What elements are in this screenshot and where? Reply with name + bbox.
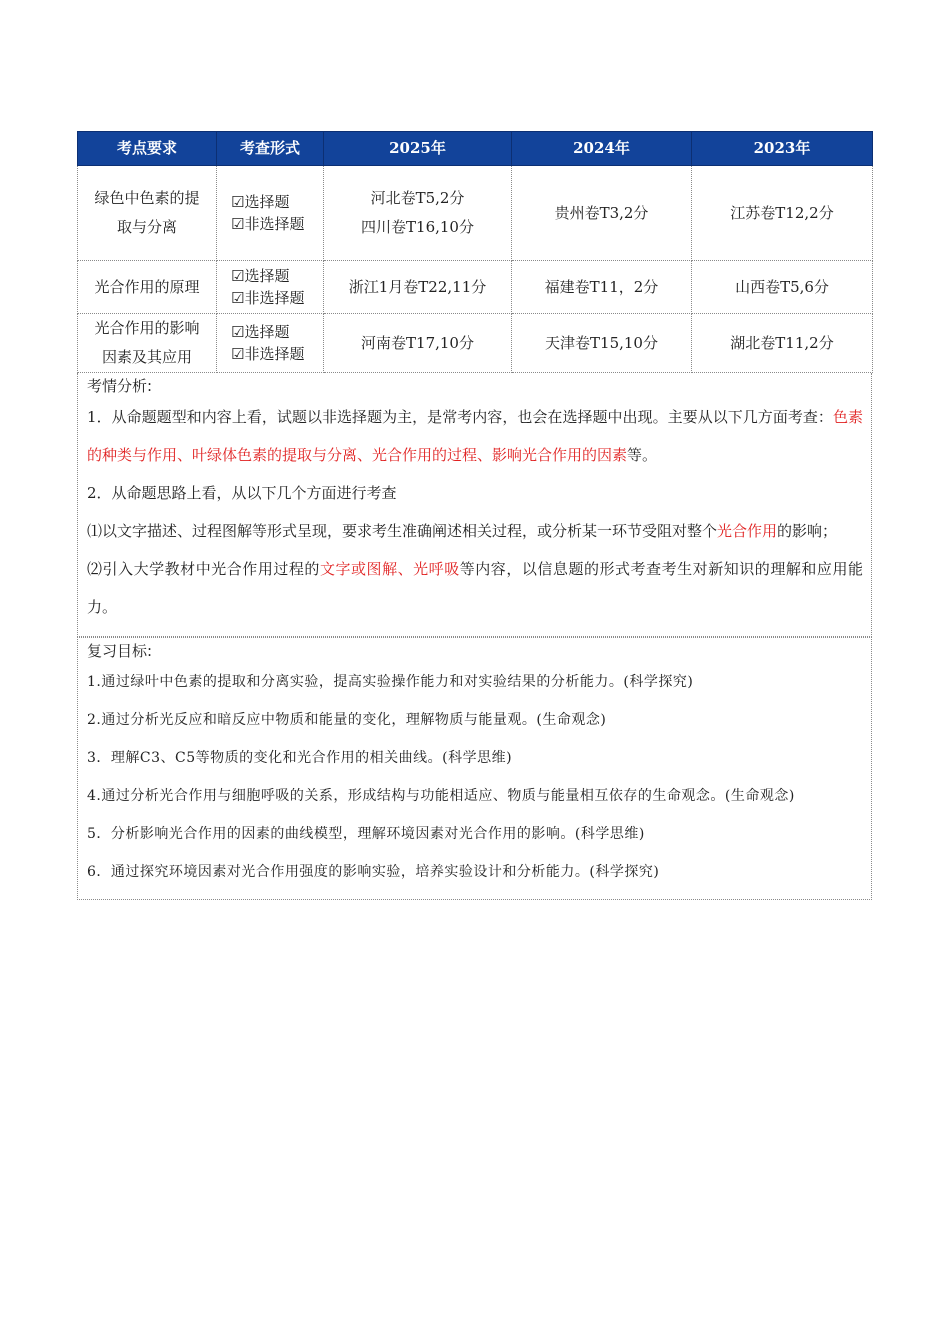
year-2024-cell: 天津卷T15,10分 [512,314,692,373]
checked-box-icon: ☑ [231,193,245,211]
table-header-row [78,132,873,166]
topic-cell: 光合作用的原理 [78,261,217,314]
goal-item: 1.通过绿叶中色素的提取和分离实验，提高实验操作能力和对实验结果的分析能力。(科学探究) [87,674,694,690]
highlight-text: 光合作用 [717,522,778,540]
header-requirement: 考点要求 [78,132,217,166]
year-2023-cell: 江苏卷T12,2分 [692,166,873,261]
highlight-text: 文字或图解、光呼吸 [319,560,460,578]
header-form: 考查形式 [217,132,324,166]
goal-item: 5．分析影响光合作用的因素的曲线模型，理解环境因素对光合作用的影响。(科学思维) [87,826,645,842]
header-2025: 2025年 [324,132,512,166]
header-2024: 2024年 [512,132,692,166]
checkbox-item: ☑选择题 [231,193,290,211]
analysis-paragraph: ⑵引入大学教材中光合作用过程的文字或图解、光呼吸等内容，以信息题的形式考查考生对新知识的理解和应用能力。 [87,560,863,616]
year-2025-cell: 河北卷T5,2分 四川卷T16,10分 [324,166,512,261]
goal-item: 3．理解C3、C5等物质的变化和光合作用的相关曲线。(科学思维) [87,750,513,766]
goal-item: 6．通过探究环境因素对光合作用强度的影响实验，培养实验设计和分析能力。(科学探究) [87,864,660,880]
year-2025-cell: 河南卷T17,10分 [324,314,512,373]
analysis-section [77,373,872,637]
checkbox-item: ☑非选择题 [231,215,305,233]
year-2023-cell: 湖北卷T11,2分 [692,314,873,373]
exam-points-table [77,131,873,373]
year-2024-cell: 贵州卷T3,2分 [512,166,692,261]
checkbox-item: ☑非选择题 [231,345,305,363]
table-row [78,166,873,261]
year-2023-cell: 山西卷T5,6分 [692,261,873,314]
checkbox-item: ☑选择题 [231,267,290,285]
exam-overview-sheet [77,131,872,900]
year-2024-cell: 福建卷T11，2分 [512,261,692,314]
highlight-text: 色素的种类与作用、叶绿体色素的提取与分离、光合作用的过程、影响光合作用的因素 [87,408,863,464]
table-row [78,314,873,373]
goals-section [77,637,872,900]
analysis-paragraph: 2．从命题思路上看，从以下几个方面进行考查 [87,484,397,502]
goal-item: 2.通过分析光反应和暗反应中物质和能量的变化，理解物质与能量观。(生命观念) [87,712,607,728]
form-cell [217,261,324,314]
table-row [78,261,873,314]
checked-box-icon: ☑ [231,323,245,341]
checked-box-icon: ☑ [231,267,245,285]
goals-title: 复习目标: [87,642,153,660]
analysis-paragraph: ⑴以文字描述、过程图解等形式呈现，要求考生准确阐述相关过程，或分析某一环节受阻对整个光合作用的影响； [87,522,838,540]
form-cell [217,314,324,373]
goal-item: 4.通过分析光合作用与细胞呼吸的关系，形成结构与功能相适应、物质与能量相互依存的生命观念。(生命观念) [87,788,795,804]
checked-box-icon: ☑ [231,215,245,233]
checked-box-icon: ☑ [231,345,245,363]
checkbox-item: ☑非选择题 [231,289,305,307]
form-cell [217,166,324,261]
checked-box-icon: ☑ [231,289,245,307]
topic-cell: 光合作用的影响 因素及其应用 [78,314,217,373]
analysis-title: 考情分析: [87,377,153,395]
analysis-paragraph: 1．从命题题型和内容上看，试题以非选择题为主，是常考内容，也会在选择题中出现。主要从以下几方面考查：色素的种类与作用、叶绿体色素的提取与分离、光合作用的过程、影响光合作用的因素等。 [87,408,863,464]
year-2025-cell: 浙江1月卷T22,11分 [324,261,512,314]
header-2023: 2023年 [692,132,873,166]
topic-cell: 绿色中色素的提 取与分离 [78,166,217,261]
checkbox-item: ☑选择题 [231,323,290,341]
